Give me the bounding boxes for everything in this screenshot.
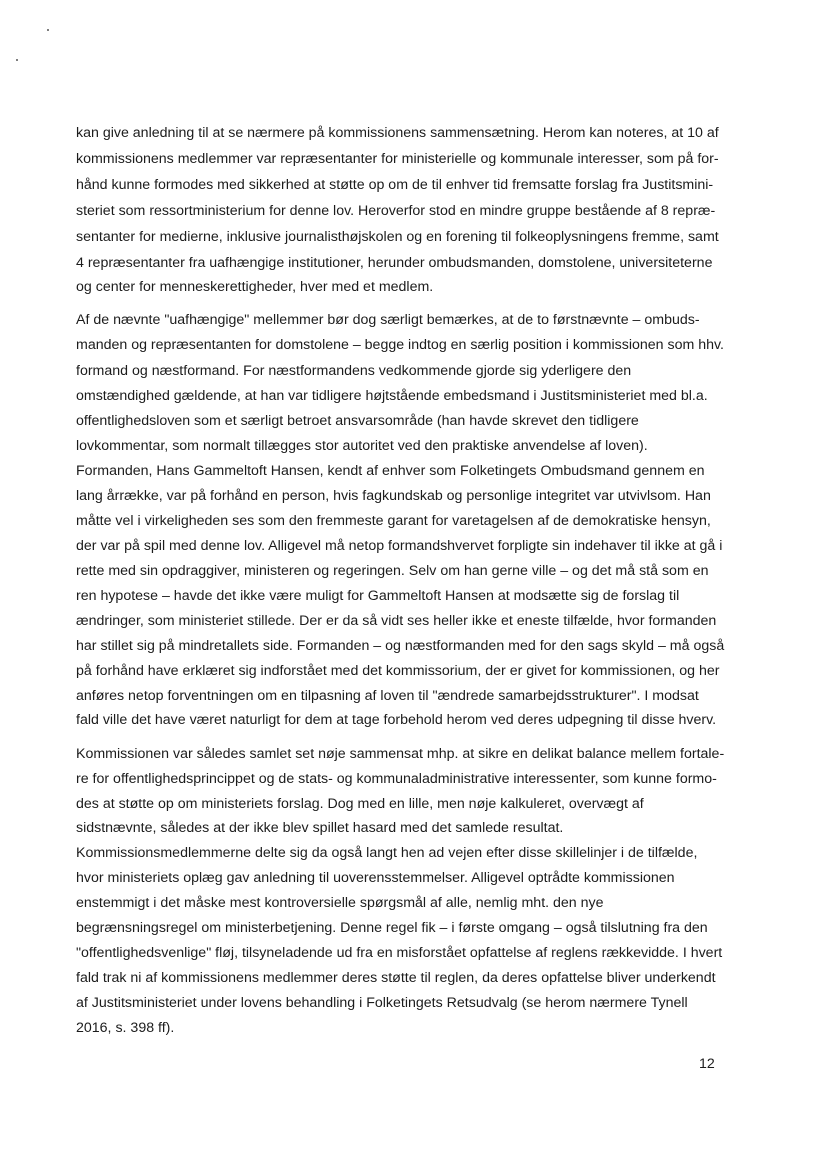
text-line: 2016, s. 398 ff).: [76, 1020, 175, 1036]
text-line: måtte vel i virkeligheden ses som den fremmeste garant for varetagelsen af de demokratiske hensyn,: [76, 513, 711, 529]
text-line: på forhånd have erklæret sig indforstået med det kommissorium, der er givet for kommissionen, og her: [76, 663, 720, 679]
text-line: omstændighed gældende, at han var tidligere højtstående embedsmand i Justitsministeriet med bl.a.: [76, 388, 708, 404]
text-line: har stillet sig på mindretallets side. Formanden – og næstformanden med for den sags skyld – må også: [76, 638, 725, 654]
text-line: sentanter for medierne, inklusive journalisthøjskolen og en forening til folkeoplysningens fremme, samt: [76, 229, 719, 245]
text-line: hånd kunne formodes med sikkerhed at støtte op om de til enhver tid fremsatte forslag fra Justitsmini-: [76, 177, 714, 193]
page-number: 12: [699, 1056, 715, 1072]
text-line: manden og repræsentanten for domstolene – begge indtog en særlig position i kommissionen som hhv.: [76, 337, 725, 353]
text-line: der var på spil med denne lov. Alligevel må netop formandshvervet forpligte sin indehaver til ikke at gå i: [76, 538, 723, 554]
text-line: Formanden, Hans Gammeltoft Hansen, kendt af enhver som Folketingets Ombudsmand gennem en: [76, 463, 705, 479]
text-line: ændringer, som ministeriet stillede. Der er da så vidt ses heller ikke et eneste tilfælde, hvor formanden: [76, 613, 717, 629]
text-line: steriet som ressortministerium for denne lov. Heroverfor stod en mindre gruppe bestående af 8 repræ-: [76, 203, 716, 219]
text-line: des at støtte op om ministeriets forslag. Dog med en lille, men nøje kalkuleret, overvægt af: [76, 796, 644, 812]
text-line: af Justitsministeriet under lovens behandling i Folketingets Retsudvalg (se herom nærmere Tynell: [76, 995, 688, 1011]
text-line: kommissionens medlemmer var repræsentanter for ministerielle og kommunale interesser, som på for-: [76, 151, 719, 167]
text-line: kan give anledning til at se nærmere på kommissionens sammensætning. Herom kan noteres, at 10 af: [76, 125, 719, 141]
text-line: fald trak ni af kommissionens medlemmer deres støtte til reglen, da deres opfattelse bliver underkendt: [76, 970, 716, 986]
text-line: begrænsningsregel om ministerbetjening. Denne regel fik – i første omgang – også tilslutning fra den: [76, 920, 708, 936]
text-line: ren hypotese – havde det ikke være muligt for Gammeltoft Hansen at modsætte sig de forslag til: [76, 588, 680, 604]
text-line: offentlighedsloven som et særligt betroet ansvarsområde (han havde skrevet den tidligere: [76, 413, 639, 429]
text-line: lang årrække, var på forhånd en person, hvis fagkundskab og personlige integritet var utvivlsom. Han: [76, 488, 711, 504]
text-line: Af de nævnte "uafhængige" mellemmer bør dog særligt bemærkes, at de to førstnævnte – ombuds-: [76, 312, 700, 328]
scan-speck: [47, 29, 49, 31]
text-line: "offentlighedsvenlige" fløj, tilsyneladende ud fra en misforstået opfattelse af reglens rækkevidde. I hvert: [76, 945, 723, 961]
text-line: fald ville det have været naturligt for dem at tage forbehold herom ved deres udpegning til disse hverv.: [76, 712, 717, 728]
text-line: sidstnævnte, således at der ikke blev spillet hasard med det samlede resultat.: [76, 820, 564, 836]
text-line: enstemmigt i det måske mest kontroversielle spørgsmål af alle, nemlig mht. den nye: [76, 895, 604, 911]
text-line: og center for menneskerettigheder, hver med et medlem.: [76, 279, 434, 295]
text-line: Kommissionen var således samlet set nøje sammensat mhp. at sikre en delikat balance mellem fortale-: [76, 746, 725, 762]
text-line: rette med sin opdraggiver, ministeren og regeringen. Selv om han gerne ville – og det må stå som en: [76, 563, 709, 579]
text-line: re for offentlighedsprincippet og de stats- og kommunaladministrative interessenter, som kunne formo-: [76, 771, 717, 787]
text-line: anføres netop forventningen om en tilpasning af loven til "ændrede samarbejdsstrukturer". I modsat: [76, 688, 699, 704]
text-line: Kommissionsmedlemmerne delte sig da også langt hen ad vejen efter disse skillelinjer i de tilfælde,: [76, 845, 698, 861]
text-line: formand og næstformand. For næstformandens vedkommende gjorde sig yderligere den: [76, 363, 632, 379]
text-line: 4 repræsentanter fra uafhængige institutioner, herunder ombudsmanden, domstolene, universiteterne: [76, 255, 713, 271]
text-line: hvor ministeriets oplæg gav anledning til uoverensstemmelser. Alligevel optrådte kommissionen: [76, 870, 675, 886]
text-line: lovkommentar, som normalt tillægges stor autoritet ved den praktiske anvendelse af loven).: [76, 438, 648, 454]
scan-speck: [16, 59, 18, 61]
